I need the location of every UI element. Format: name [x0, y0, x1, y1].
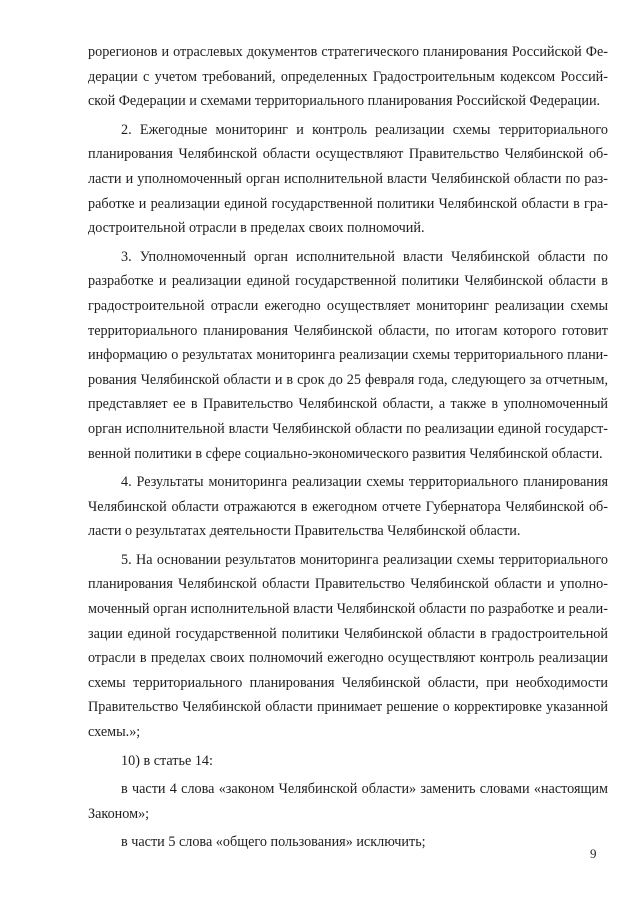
text-line: градостроительной отрасли ежегодно осуществляет мониторинг реализации схемы [88, 297, 608, 314]
page-number: 9 [590, 846, 597, 861]
paragraph-item-10 [88, 749, 608, 774]
paragraph-part-5 [88, 830, 608, 855]
text-line: ласти о результатах деятельности Правительства Челябинской области. [88, 523, 521, 540]
text-line: 10) в статье 14: [121, 752, 213, 769]
text-line: информацию о результатах мониторинга реализации схемы территориального плани- [88, 347, 608, 364]
text-line: разработке и реализации единой государственной политики Челябинской области в [88, 273, 608, 290]
text-line: рорегионов и отраслевых документов стратегического планирования Российской Фе- [88, 44, 608, 60]
text-line: отрасли в пределах своих полномочий ежегодно осуществляют контроль реализации [88, 650, 608, 667]
text-line: 3. Уполномоченный орган исполнительной власти Челябинской области по [121, 248, 608, 265]
paragraph-item-4 [88, 470, 608, 544]
text-line: работке и реализации единой государственной политики Челябинской области в гра- [88, 195, 608, 212]
text-line: 5. На основании результатов мониторинга реализации схемы территориального [121, 551, 608, 568]
text-line: в части 5 слова «общего пользования» исключить; [121, 834, 426, 851]
text-line: Правительство Челябинской области принимает решение о корректировке указанной [88, 699, 608, 716]
text-line: зации единой государственной политики Челябинской области в градостроительной [88, 625, 608, 642]
paragraph-item-5 [88, 548, 608, 745]
text-line: планирования Челябинской области Правительство Челябинской области и уполно- [88, 576, 608, 593]
text-line: дерации с учетом требований, определенных Градостроительным кодексом Россий- [88, 68, 608, 85]
text-line: рования Челябинской области и в срок до 25 февраля года, следующего за отчетным, [88, 371, 608, 388]
text-line: 4. Результаты мониторинга реализации схемы территориального планирования [121, 474, 608, 491]
document-body [88, 40, 608, 855]
text-line: достроительной отрасли в пределах своих полномочий. [88, 220, 425, 237]
text-line: в части 4 слова «законом Челябинской области» заменить словами «настоящим [121, 781, 608, 798]
text-line: Законом»; [88, 805, 150, 822]
text-line: схемы.»; [88, 724, 141, 741]
text-line: ской Федерации и схемами территориального планирования Российской Федерации. [88, 93, 601, 110]
text-line: территориального планирования Челябинской области, по итогам которого готовит [88, 322, 608, 339]
text-line: ласти и уполномоченный орган исполнительной власти Челябинской области по раз- [88, 170, 608, 187]
paragraph-item-2 [88, 118, 608, 241]
text-line: 2. Ежегодные мониторинг и контроль реализации схемы территориального [121, 121, 608, 138]
text-line: Челябинской области отражаются в ежегодном отчете Губернатора Челябинской об- [88, 498, 608, 515]
text-line: представляет ее в Правительство Челябинской области, а также в уполномоченный [88, 396, 608, 413]
paragraph-part-4 [88, 777, 608, 826]
text-line: орган исполнительной власти Челябинской области по реализации единой государст- [88, 420, 608, 437]
paragraph-continuation [88, 40, 608, 114]
text-line: схемы территориального планирования Челябинской области, при необходимости [88, 674, 608, 691]
text-line: моченный орган исполнительной власти Челябинской области по разработке и реали- [88, 601, 608, 618]
text-line: венной политики в сфере социально-экономического развития Челябинской области. [88, 445, 603, 462]
paragraph-item-3 [88, 245, 608, 466]
text-line: планирования Челябинской области осуществляют Правительство Челябинской об- [88, 146, 608, 163]
